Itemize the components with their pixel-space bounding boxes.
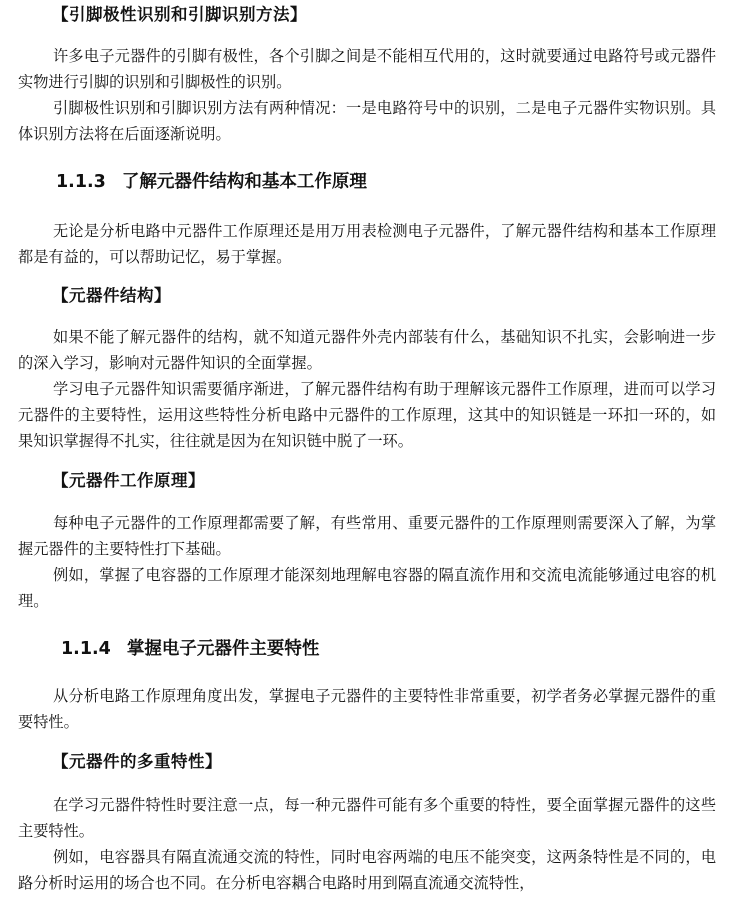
paragraph-capacitor-example: 例如，电容器具有隔直流通交流的特性，同时电容两端的电压不能突变，这两条特性是不同的，电路分析时运用的场合也不同。在分析电容耦合电路时用到隔直流通交流特性，: [18, 848, 716, 892]
section-title: 了解元器件结构和基本工作原理: [121, 172, 367, 192]
section-heading-1-1-4: [61, 636, 319, 662]
heading-principle: 【元器件工作原理】: [52, 471, 205, 490]
paragraph-capacitor-principle: 例如，掌握了电容器的工作原理才能深刻地理解电容器的隔直流作用和交流电流能够通过电容的机理。: [18, 566, 716, 610]
paragraph-pin-methods: 引脚极性识别和引脚识别方法有两种情况：一是电路符号中的识别，二是电子元器件实物识别。具体识别方法将在后面逐渐说明。: [18, 99, 716, 143]
paragraph-multiple-characteristics: 在学习元器件特性时要注意一点，每一种元器件可能有多个重要的特性，要全面掌握元器件的这些主要特性。: [18, 796, 716, 840]
paragraph-pin-polarity: 许多电子元器件的引脚有极性，各个引脚之间是不能相互代用的，这时就要通过电路符号或元器件实物进行引脚的识别和引脚极性的识别。: [18, 47, 716, 91]
paragraph-main-characteristics: 从分析电路工作原理角度出发，掌握电子元器件的主要特性非常重要，初学者务必掌握元器件的重要特性。: [18, 687, 716, 731]
section-heading-1-1-3: [56, 169, 367, 195]
heading-structure: 【元器件结构】: [52, 286, 171, 305]
paragraph-knowledge-chain: 学习电子元器件知识需要循序渐进，了解元器件结构有助于理解该元器件工作原理，进而可以学习元器件的主要特性，运用这些特性分析电路中元器件的工作原理，这其中的知识链是一环扣一环的，如果知识掌握得不扎实，往往就是因为在知识链中脱了一环。: [18, 380, 716, 450]
section-number: 1.1.3: [56, 172, 106, 192]
section-number: 1.1.4: [61, 639, 111, 659]
heading-pin-method: 【引脚极性识别和引脚识别方法】: [52, 5, 307, 24]
paragraph-structure-importance: 如果不能了解元器件的结构，就不知道元器件外壳内部装有什么，基础知识不扎实，会影响进一步的深入学习，影响对元器件知识的全面掌握。: [18, 328, 716, 372]
paragraph-structure-intro: 无论是分析电路中元器件工作原理还是用万用表检测电子元器件，了解元器件结构和基本工作原理都是有益的，可以帮助记忆，易于掌握。: [18, 222, 716, 266]
paragraph-principle: 每种电子元器件的工作原理都需要了解，有些常用、重要元器件的工作原理则需要深入了解，为掌握元器件的主要特性打下基础。: [18, 514, 716, 558]
section-title: 掌握电子元器件主要特性: [126, 639, 320, 659]
heading-multiple-characteristics: 【元器件的多重特性】: [52, 752, 222, 771]
